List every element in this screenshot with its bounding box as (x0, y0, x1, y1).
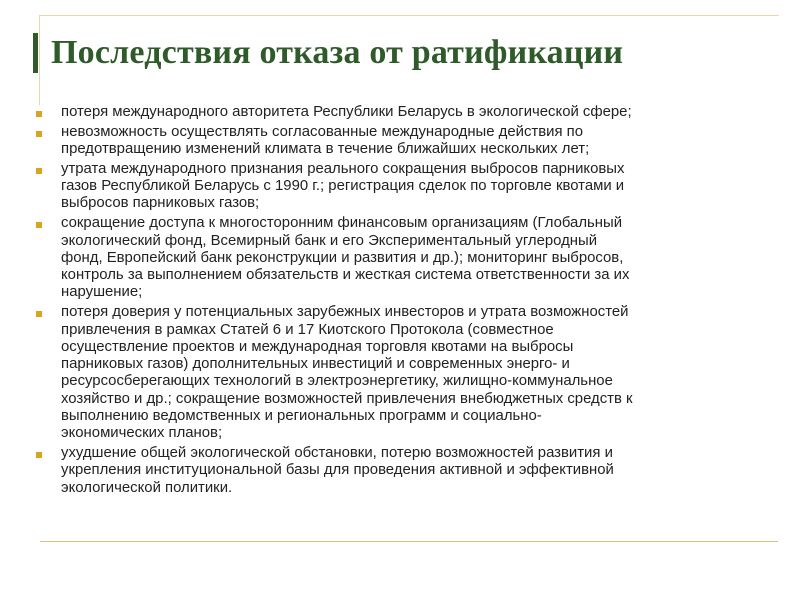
square-bullet-icon (36, 222, 42, 228)
bullet-line: газов Республикой Беларусь с 1990 г.; регистрация сделок по торговле квотами и (61, 178, 625, 195)
bottom-divider (40, 541, 778, 542)
bullet-line: выбросов парниковых газов; (61, 195, 260, 212)
bullet-item-4 (36, 215, 796, 301)
bullet-line: фонд, Европейский банк реконструкции и развития и др.); мониторинг выбросов, (61, 249, 624, 266)
bullet-line: экологический фонд, Всемирный банк и его Экспериментальный углеродный (61, 232, 598, 249)
bullet-line: потеря доверия у потенциальных зарубежных инвесторов и утрата возможностей (61, 304, 629, 321)
square-bullet-icon (36, 452, 42, 458)
bullet-line: экономических планов; (61, 425, 223, 442)
side-divider (39, 15, 40, 105)
bullet-item-6 (36, 445, 796, 497)
bullet-line: парниковых газов) дополнительных инвестиций и современных энерго- и (61, 356, 570, 373)
bullet-item-2 (36, 124, 796, 159)
square-bullet-icon (36, 168, 42, 174)
bullet-line: выполнению ведомственных и региональных программ и социально- (61, 408, 542, 425)
bullet-line: ресурсосберегающих технологий в электроэнергетику, жилищно-коммунальное (61, 373, 613, 390)
bullet-item-1 (36, 104, 796, 121)
bullet-line: утрата международного признания реального сокращения выбросов парниковых (61, 160, 625, 177)
bullet-line: предотвращению изменений климата в течение ближайших нескольких лет; (61, 141, 590, 158)
bullet-line: хозяйство и др.; сокращение возможностей привлечения внебюджетных средств к (61, 390, 633, 407)
bullet-line: осуществление проектов и международная торговля квотами на выбросы (61, 338, 574, 355)
bullet-item-3 (36, 161, 796, 213)
bullet-list (36, 104, 796, 500)
bullet-line: невозможность осуществлять согласованные международные действия по (61, 123, 584, 140)
bullet-line: потеря международного авторитета Республики Беларусь в экологической сфере; (61, 104, 632, 120)
bullet-item-5 (36, 304, 796, 442)
top-divider (39, 15, 779, 16)
bullet-line: сокращение доступа к многосторонним финансовым организациям (Глобальный (61, 215, 623, 232)
bullet-line: привлечения в рамках Статей 6 и 17 Киотского Протокола (совместное (61, 321, 554, 338)
page-title: Последствия отказа от ратификации (51, 34, 624, 71)
square-bullet-icon (36, 311, 42, 317)
bullet-line: укрепления институциональной базы для проведения активной и эффективной (61, 462, 614, 479)
bullet-line: экологической политики. (61, 479, 233, 496)
bullet-line: нарушение; (61, 284, 143, 301)
title-accent-bar (33, 33, 38, 73)
bullet-line: ухудшение общей экологической обстановки, потерю возможностей развития и (61, 445, 613, 462)
square-bullet-icon (36, 131, 42, 137)
square-bullet-icon (36, 111, 42, 117)
bullet-line: контроль за выполнением обязательств и жесткая система ответственности за их (61, 267, 630, 284)
